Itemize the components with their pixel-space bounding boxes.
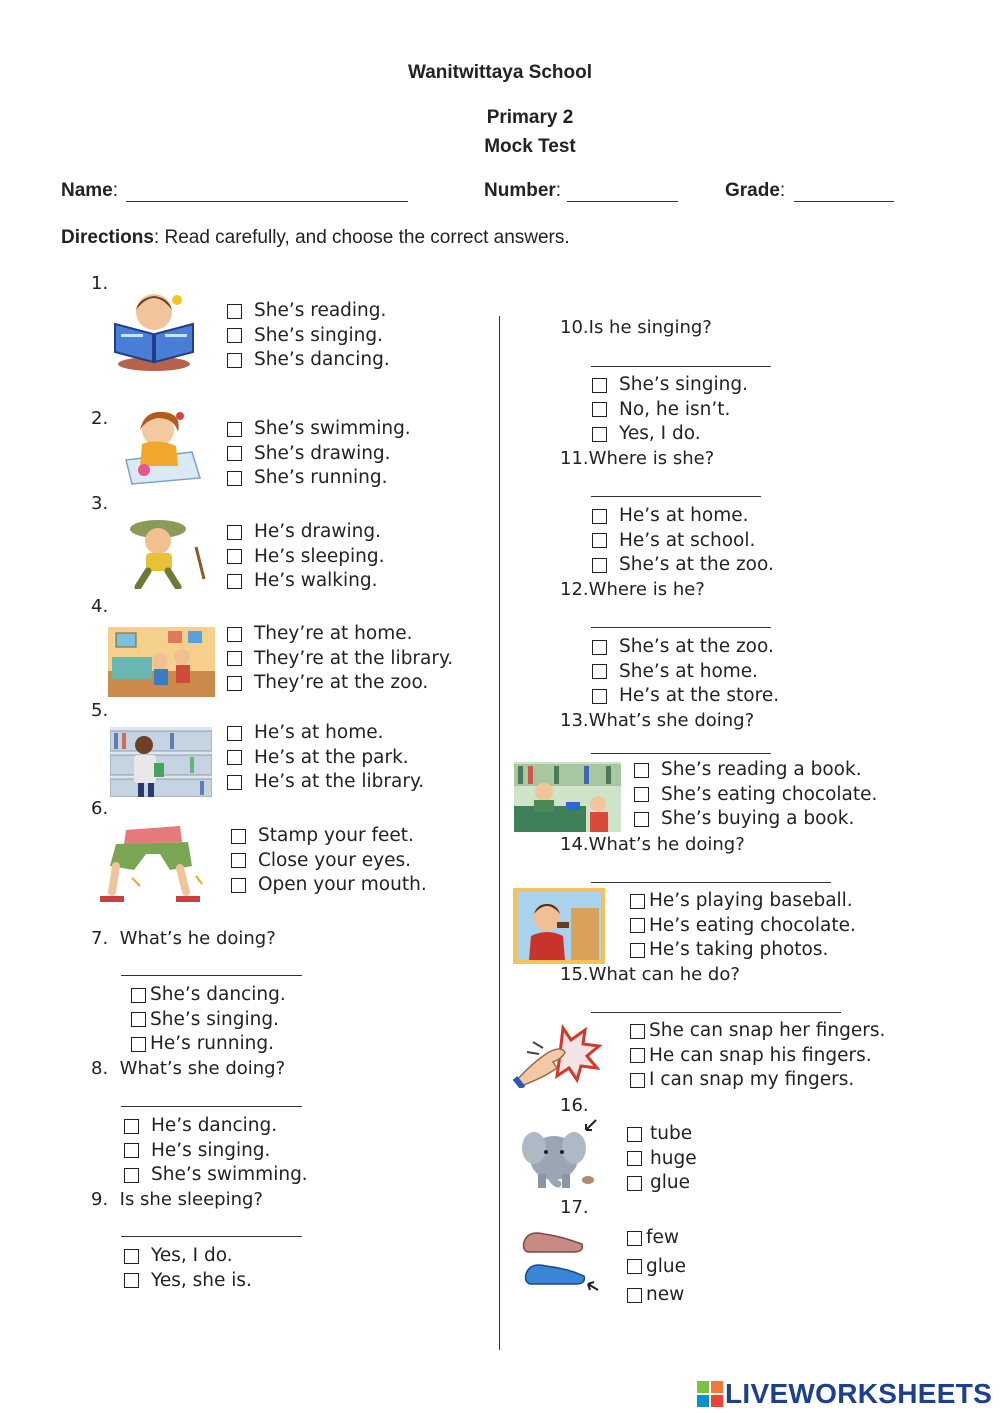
question-text: Is he singing?: [588, 317, 712, 338]
option[interactable]: He’s drawing.: [227, 520, 384, 545]
option[interactable]: She’s at home.: [592, 660, 779, 685]
elephant-and-mouse-picture: [514, 1118, 600, 1190]
option[interactable]: He’s at the park.: [227, 746, 424, 771]
question-text: What’s she doing?: [119, 1058, 286, 1079]
option[interactable]: huge: [627, 1147, 697, 1172]
option[interactable]: She’s eating chocolate.: [634, 783, 877, 808]
option[interactable]: glue: [627, 1253, 686, 1282]
option[interactable]: He’s sleeping.: [227, 545, 384, 570]
options-q11: [592, 504, 774, 578]
option[interactable]: She’s drawing.: [227, 442, 411, 467]
checkbox[interactable]: [630, 943, 645, 958]
checkbox[interactable]: [630, 894, 645, 909]
grade-field: Grade:: [725, 180, 786, 201]
number-field: Number:: [484, 180, 562, 201]
checkbox[interactable]: [630, 918, 645, 933]
checkbox[interactable]: [627, 1151, 642, 1166]
checkbox[interactable]: [592, 533, 607, 548]
options-q1: [227, 299, 390, 373]
question-8: 8. What’s she doing?: [91, 1058, 286, 1079]
directions: [61, 227, 570, 249]
checkbox[interactable]: [227, 651, 242, 666]
option[interactable]: I can snap my fingers.: [630, 1068, 885, 1093]
option[interactable]: She can snap her fingers.: [630, 1019, 885, 1044]
question-number: 6.: [91, 798, 109, 819]
buying-book-picture: [514, 762, 621, 832]
question-text: Where is he?: [588, 579, 705, 600]
option[interactable]: She’s singing.: [592, 373, 748, 398]
option[interactable]: He’s taking photos.: [630, 938, 856, 963]
grade-level: Primary 2: [486, 107, 574, 128]
number-blank[interactable]: [567, 201, 678, 202]
options-q6: [231, 824, 427, 898]
checkbox[interactable]: [227, 304, 242, 319]
checkbox[interactable]: [124, 1249, 139, 1264]
checkbox[interactable]: [627, 1127, 642, 1142]
checkbox[interactable]: [124, 1143, 139, 1158]
directions-label: Directions: [61, 227, 154, 248]
option[interactable]: They’re at home.: [227, 622, 453, 647]
option[interactable]: He’s at the store.: [592, 684, 779, 709]
option[interactable]: Yes, she is.: [124, 1269, 252, 1294]
answer-blank[interactable]: [591, 366, 771, 367]
question-9: 9. Is she sleeping?: [91, 1189, 263, 1210]
question-text: Where is she?: [588, 448, 715, 469]
checkbox[interactable]: [231, 878, 246, 893]
question-number: 2.: [91, 408, 109, 429]
checkbox[interactable]: [630, 1024, 645, 1039]
checkbox[interactable]: [227, 328, 242, 343]
boy-walking-picture: [116, 517, 212, 589]
question-number: 1.: [91, 273, 109, 294]
question-14: 14.What’s he doing?: [560, 834, 745, 855]
option[interactable]: He’s at school.: [592, 529, 774, 554]
option[interactable]: Close your eyes.: [231, 849, 427, 874]
girl-reading-picture: [111, 290, 197, 372]
options-q8: [124, 1114, 308, 1188]
snapping-fingers-picture: [513, 1022, 603, 1088]
shoes-picture: [518, 1226, 600, 1292]
option[interactable]: He’s walking.: [227, 569, 384, 594]
checkbox[interactable]: [627, 1259, 642, 1274]
checkbox[interactable]: [227, 549, 242, 564]
checkbox[interactable]: [634, 763, 649, 778]
checkbox[interactable]: [227, 627, 242, 642]
option[interactable]: They’re at the zoo.: [227, 671, 453, 696]
checkbox[interactable]: [227, 525, 242, 540]
test-title: Mock Test: [484, 136, 576, 157]
answer-blank[interactable]: [591, 627, 771, 628]
question-7: 7. What’s he doing?: [91, 928, 276, 949]
checkbox[interactable]: [627, 1176, 642, 1191]
option[interactable]: She’s swimming.: [124, 1163, 308, 1188]
question-12: 12.Where is he?: [560, 579, 705, 600]
options-q16: [627, 1122, 697, 1196]
family-at-home-picture: [108, 627, 215, 697]
answer-blank[interactable]: [591, 753, 771, 754]
checkbox[interactable]: [227, 726, 242, 741]
school-name: Wanitwittaya School: [407, 62, 593, 83]
option[interactable]: She’s buying a book.: [634, 807, 877, 832]
option[interactable]: She’s at the zoo.: [592, 635, 779, 660]
options-q17: [627, 1224, 686, 1310]
checkbox[interactable]: [634, 787, 649, 802]
option[interactable]: She’s running.: [227, 466, 411, 491]
checkbox[interactable]: [227, 750, 242, 765]
question-11: 11.Where is she?: [560, 448, 715, 469]
checkbox[interactable]: [627, 1231, 642, 1246]
checkbox[interactable]: [592, 689, 607, 704]
option[interactable]: glue: [627, 1171, 697, 1196]
boy-eating-chocolate-picture: [513, 888, 605, 964]
checkbox[interactable]: [227, 353, 242, 368]
options-q5: [227, 721, 424, 795]
option[interactable]: Stamp your feet.: [231, 824, 427, 849]
question-number: 17.: [560, 1197, 589, 1218]
option[interactable]: new: [627, 1281, 686, 1310]
option[interactable]: He’s singing.: [124, 1139, 308, 1164]
option[interactable]: She’s singing.: [227, 324, 390, 349]
answer-blank[interactable]: [591, 882, 831, 883]
question-15: 15.What can he do?: [560, 964, 740, 985]
question-13: 13.What’s she doing?: [560, 710, 755, 731]
question-number: 4.: [91, 596, 109, 617]
name-field: Name:: [61, 180, 119, 201]
boy-at-library-picture: [110, 727, 212, 797]
options-q3: [227, 520, 384, 594]
question-text: What can he do?: [588, 964, 740, 985]
checkbox[interactable]: [227, 446, 242, 461]
option[interactable]: She’s at the zoo.: [592, 553, 774, 578]
answer-blank[interactable]: [591, 496, 761, 497]
checkbox[interactable]: [592, 558, 607, 573]
option[interactable]: He can snap his fingers.: [630, 1044, 885, 1069]
options-q15: [630, 1019, 885, 1093]
option[interactable]: She’s dancing.: [131, 983, 286, 1008]
options-q13: [634, 758, 877, 832]
question-text: What’s he doing?: [588, 834, 745, 855]
checkbox[interactable]: [630, 1073, 645, 1088]
option[interactable]: He’s at the library.: [227, 770, 424, 795]
checkbox[interactable]: [592, 664, 607, 679]
checkbox[interactable]: [124, 1119, 139, 1134]
question-text: Is she sleeping?: [119, 1189, 263, 1210]
question-text: What’s she doing?: [588, 710, 755, 731]
answer-blank[interactable]: [121, 1236, 302, 1237]
checkbox[interactable]: [634, 812, 649, 827]
checkbox[interactable]: [131, 1037, 146, 1052]
checkbox[interactable]: [227, 471, 242, 486]
option[interactable]: tube: [627, 1122, 697, 1147]
option[interactable]: She’s reading a book.: [634, 758, 877, 783]
question-number: 3.: [91, 493, 109, 514]
options-q4: [227, 622, 453, 696]
liveworksheets-watermark: [697, 1378, 992, 1410]
option[interactable]: Yes, I do.: [592, 422, 748, 447]
option[interactable]: Yes, I do.: [124, 1244, 252, 1269]
stamp-feet-picture: [96, 826, 208, 904]
checkbox[interactable]: [124, 1273, 139, 1288]
option[interactable]: He’s running.: [131, 1032, 286, 1057]
checkbox[interactable]: [131, 1012, 146, 1027]
checkbox[interactable]: [227, 422, 242, 437]
girl-drawing-picture: [118, 408, 206, 488]
watermark-text: LIVEWORKSHEETS: [725, 1378, 993, 1409]
option[interactable]: He’s at home.: [227, 721, 424, 746]
checkbox[interactable]: [131, 988, 146, 1003]
checkbox[interactable]: [231, 853, 246, 868]
liveworksheets-logo-icon: [697, 1381, 723, 1407]
grade-blank[interactable]: [794, 201, 894, 202]
question-number: 5.: [91, 700, 109, 721]
option[interactable]: Open your mouth.: [231, 873, 427, 898]
option[interactable]: few: [627, 1224, 686, 1253]
answer-blank[interactable]: [591, 1012, 841, 1013]
option[interactable]: He’s playing baseball.: [630, 889, 856, 914]
checkbox[interactable]: [231, 829, 246, 844]
options-q7: [131, 983, 286, 1057]
checkbox[interactable]: [227, 676, 242, 691]
checkbox[interactable]: [124, 1168, 139, 1183]
options-q2: [227, 417, 411, 491]
option[interactable]: She’s reading.: [227, 299, 390, 324]
answer-blank[interactable]: [121, 975, 302, 976]
grade-label: Grade: [725, 180, 780, 201]
name-label: Name: [61, 180, 113, 201]
question-10: 10.Is he singing?: [560, 317, 712, 338]
checkbox[interactable]: [227, 574, 242, 589]
option[interactable]: They’re at the library.: [227, 647, 453, 672]
checkbox[interactable]: [592, 402, 607, 417]
option[interactable]: No, he isn’t.: [592, 398, 748, 423]
options-q10: [592, 373, 748, 447]
option[interactable]: He’s at home.: [592, 504, 774, 529]
option[interactable]: He’s dancing.: [124, 1114, 308, 1139]
answer-blank[interactable]: [121, 1106, 302, 1107]
name-blank[interactable]: [126, 201, 408, 202]
checkbox[interactable]: [592, 509, 607, 524]
directions-text: : Read carefully, and choose the correct answers.: [153, 227, 570, 248]
option[interactable]: He’s eating chocolate.: [630, 914, 856, 939]
options-q12: [592, 635, 779, 709]
question-number: 16.: [560, 1095, 589, 1116]
column-divider: [499, 316, 500, 1350]
checkbox[interactable]: [630, 1048, 645, 1063]
checkbox[interactable]: [592, 378, 607, 393]
option[interactable]: She’s singing.: [131, 1008, 286, 1033]
checkbox[interactable]: [227, 775, 242, 790]
option[interactable]: She’s dancing.: [227, 348, 390, 373]
number-label: Number: [484, 180, 556, 201]
options-q9: [124, 1244, 252, 1293]
option[interactable]: She’s swimming.: [227, 417, 411, 442]
checkbox[interactable]: [592, 640, 607, 655]
checkbox[interactable]: [627, 1288, 642, 1303]
options-q14: [630, 889, 856, 963]
checkbox[interactable]: [592, 427, 607, 442]
question-text: What’s he doing?: [119, 928, 276, 949]
